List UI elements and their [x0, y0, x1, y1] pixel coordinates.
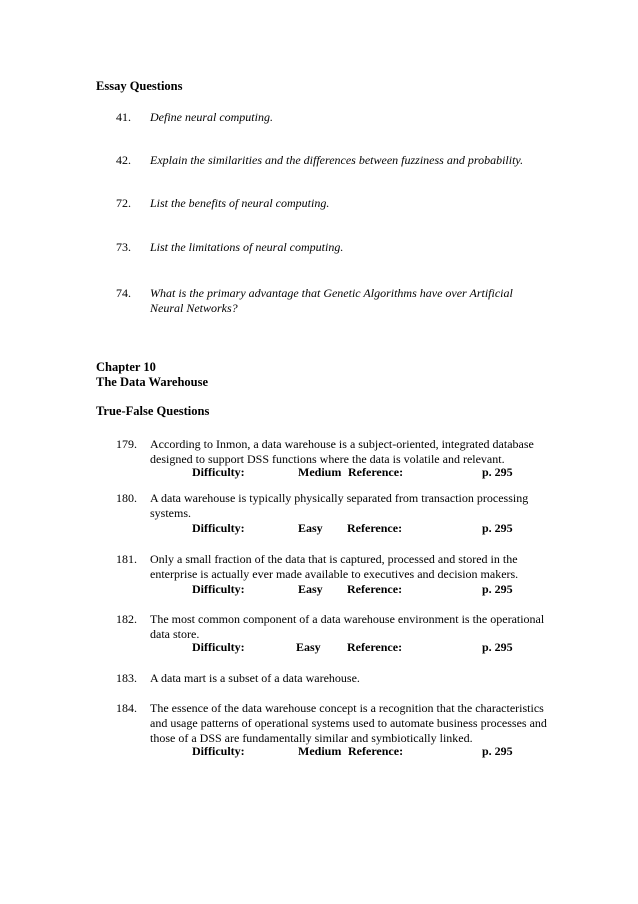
true-false-heading: True-False Questions: [96, 404, 210, 418]
tf-question-text: [150, 552, 580, 582]
reference-page: p. 295: [482, 465, 513, 479]
reference-label: Reference:: [347, 521, 403, 535]
reference-page: p. 295: [482, 582, 513, 596]
reference-page: p. 295: [482, 640, 513, 654]
difficulty-label: Difficulty:: [192, 640, 245, 654]
tf-question-text: [150, 437, 580, 467]
reference-label: Reference:: [348, 744, 404, 758]
text-line: A data mart is a subset of a data warehouse.: [150, 671, 360, 685]
reference-page: p. 295: [482, 744, 513, 758]
reference-label: Reference:: [347, 640, 403, 654]
essay-question-number: 74.: [116, 286, 131, 300]
essay-question-text: [150, 240, 570, 255]
text-line: those of a DSS are fundamentally similar and symbiotically linked.: [150, 731, 473, 745]
difficulty-label: Difficulty:: [192, 465, 245, 479]
chapter-title: The Data Warehouse: [96, 375, 209, 389]
essay-question-number: 42.: [116, 153, 131, 167]
reference-page: p. 295: [482, 521, 513, 535]
text-line: Explain the similarities and the differences between fuzziness and probability.: [150, 153, 524, 167]
essay-question-number: 73.: [116, 240, 131, 254]
essay-question-text: [150, 196, 570, 211]
text-line: A data warehouse is typically physically separated from transaction processing: [150, 491, 529, 505]
difficulty-label: Difficulty:: [192, 744, 245, 758]
reference-label: Reference:: [348, 465, 404, 479]
difficulty-label: Difficulty:: [192, 521, 245, 535]
difficulty-value: Easy: [298, 521, 323, 535]
difficulty-value: Easy: [298, 582, 323, 596]
tf-question-text: [150, 671, 580, 686]
text-line: systems.: [150, 506, 192, 520]
text-line: List the limitations of neural computing.: [150, 240, 344, 254]
text-line: Neural Networks?: [150, 301, 238, 315]
tf-question-text: [150, 701, 580, 746]
difficulty-label: Difficulty:: [192, 582, 245, 596]
essay-question-number: 41.: [116, 110, 131, 124]
chapter-number: Chapter 10: [96, 360, 156, 374]
tf-question-number: 180.: [116, 491, 137, 505]
difficulty-value: Easy: [296, 640, 321, 654]
essay-question-text: [150, 286, 570, 316]
text-line: The essence of the data warehouse concept is a recognition that the characteristics: [150, 701, 544, 715]
text-line: enterprise is actually ever made available to executives and decision makers.: [150, 567, 519, 581]
difficulty-value: Medium: [298, 465, 342, 479]
tf-question-number: 184.: [116, 701, 137, 715]
text-line: designed to support DSS functions where the data is volatile and relevant.: [150, 452, 505, 466]
tf-question-number: 179.: [116, 437, 137, 451]
text-line: Only a small fraction of the data that is captured, processed and stored in the: [150, 552, 518, 566]
essay-questions-heading: Essay Questions: [96, 79, 183, 93]
text-line: According to Inmon, a data warehouse is a subject-oriented, integrated database: [150, 437, 534, 451]
essay-question-text: [150, 153, 570, 168]
difficulty-value: Medium: [298, 744, 342, 758]
tf-question-text: [150, 612, 580, 642]
essay-question-text: [150, 110, 570, 125]
tf-question-number: 182.: [116, 612, 137, 626]
text-line: data store.: [150, 627, 200, 641]
text-line: List the benefits of neural computing.: [150, 196, 330, 210]
reference-label: Reference:: [347, 582, 403, 596]
text-line: The most common component of a data warehouse environment is the operational: [150, 612, 545, 626]
essay-question-number: 72.: [116, 196, 131, 210]
tf-question-text: [150, 491, 580, 521]
tf-question-number: 183.: [116, 671, 137, 685]
text-line: Define neural computing.: [150, 110, 273, 124]
text-line: What is the primary advantage that Genetic Algorithms have over Artificial: [150, 286, 513, 300]
text-line: and usage patterns of operational systems used to automate business processes and: [150, 716, 547, 730]
tf-question-number: 181.: [116, 552, 137, 566]
